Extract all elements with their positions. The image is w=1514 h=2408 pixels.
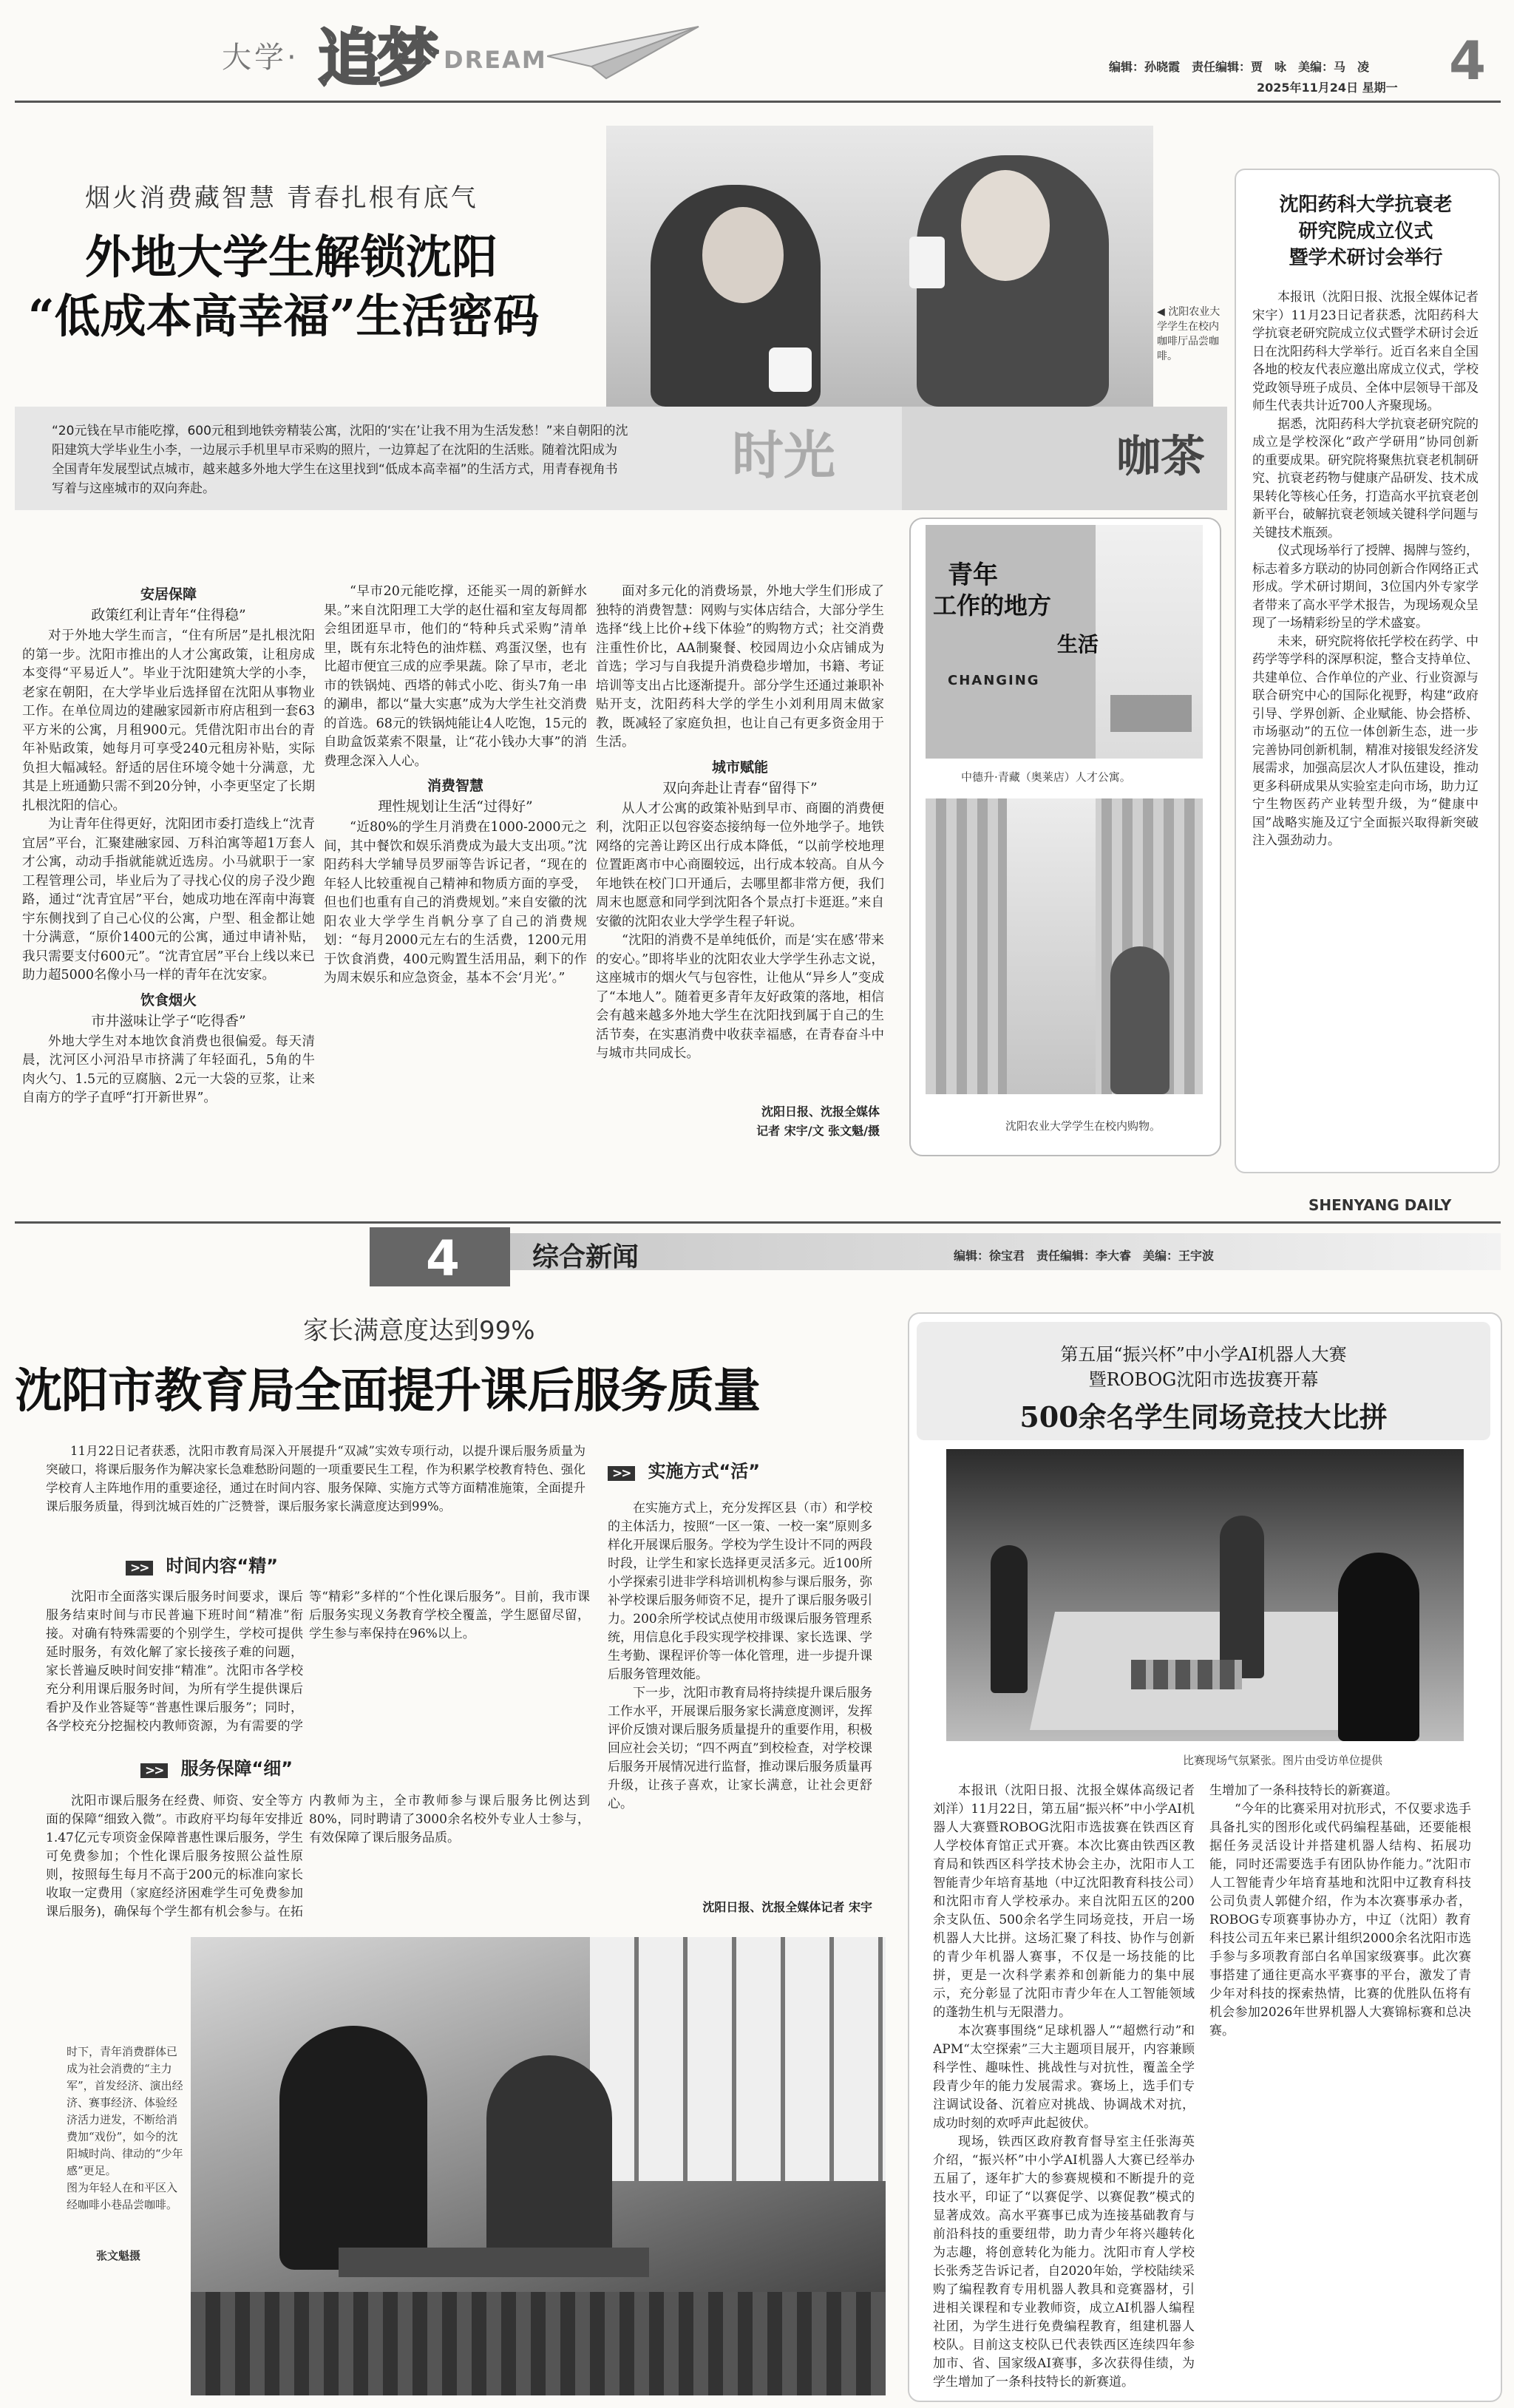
s1-para-2: 为让青年住得更好，沈阳团市委打造线上“沈青宜居”平台，汇聚建融家园、万科泊寓等超1万套人才公寓，动动手指就能就近选房。小马就职于一家工程管理公司，毕业后为了寻找心仪的房子没少跑路，通过“沈青宜居”平台，她成功地在浑南中海寰宇东侧找到了自己心仪的公寓，户型、租金都让她十分满意，“原价1400元的公寓，通过申请补贴，我只需要支付600元”。“沈青宜居”平台上线以来已助力超5000名像小马一样的青年在沈安家。 [22,817,315,983]
h1-chevron-icon: >> [126,1561,153,1576]
h3-para-2: 下一步，沈阳市教育局将持续提升课后服务工作水平，开展课后服务家长满意度测评，发挥评价反馈对课后服务质量提升的重要作用，积极回应社会关切；“四不两直”到校检查，对学校课后服务开展情况进行监督，推动课后服务质量再升级，让孩子喜欢，让家长满意，让社会更舒心。 [608,1686,872,1811]
photo3-caption: 沈阳农业大学学生在校内购物。 [1005,1119,1161,1133]
photo2-sign-2: 工作的地方 [933,591,1052,620]
ai-col-right [1209,1782,1471,2388]
s2-para-2: “早市20元能吃撑，还能买一周的新鲜水果。”来自沈阳理工大学的赵仕福和室友每周都会组团逛早市，他们的“特种兵式采购”清单里，既有东北特色的油炸糕、鸡蛋汉堡，也有比超市便宜三成的应季果蔬。除了早市，老北市的铁锅炖、西塔的韩式小吃、街头7角一串的涮串，都以“量大实惠”成为大学生社交消费的首选。68元的铁锅炖能让4人吃饱，15元的自助盒饭菜索不限量，让“花小钱办大事”的消费理念深入人心。 [324,584,587,769]
h3-title: 实施方式“活” [648,1461,761,1482]
h2-col-left [46,1792,303,1922]
h3-chevron-icon: >> [608,1466,635,1481]
photo-shop [926,798,1203,1094]
shop-aisle [1007,798,1096,1094]
h2-head [140,1754,293,1780]
lead-photo-face-right [961,170,1050,281]
top-date: 2025年11月24日 星期一 [1257,81,1398,95]
ai-kicker-1: 第五届“振兴杯”中小学AI机器人大赛 [1060,1344,1347,1365]
bottom-editors: 编辑：徐宝君 责任编辑：李大睿 美编：王宇波 [954,1249,1215,1263]
cafe-floor [191,2292,886,2395]
lead-photo-cup [909,237,945,288]
top-col-3 [596,583,884,1100]
top-byline-1: 沈阳日报、沈报全媒体 [761,1105,880,1119]
ai-col-left [933,1782,1195,2388]
h1-para: 沈阳市全面落实课后服务时间要求，课后服务结束时间与市民普遍下班时间“精准”衔接。对确有特殊需要的个别学生，学校可提供延时服务，有效化解了家长接孩子难的问题，家长普遍反映时间安排“精准”。沈阳市各学校充分利用课后服务时间，为所有学生提供课后看护及作业答疑等“普惠性课后服务”；同时，各学校充分挖掘校内教师资源，为有需要的学 [46,1590,303,1734]
s4-para-2: “沈阳的消费不是单纯低价，而是‘实在感’带来的安心。”即将毕业的沈阳农业大学学生孙志文说，这座城市的烟火气与包容性，让他从“异乡人”变成了“本地人”。随着更多青年友好政策的落地，相信会有越来越多外地大学生在沈阳找到属于自己的生活节奏，在实惠消费中收获幸福感，在青春奋斗中与城市共同成长。 [596,933,884,1061]
h2-col-right [309,1792,590,1922]
h1-col-right [309,1588,590,1736]
side-title-2: 研究院成立仪式 [1298,220,1433,243]
side-title-3: 暨学术研讨会举行 [1289,247,1443,269]
side-para-2: 据悉，沈阳药科大学抗衰老研究院的成立是学校深化“政产学研用”协同创新的重要成果。研究院将聚焦抗衰老机制研究、抗衰老药物与健康产品研发、技术成果转化等核心任务，打造高水平抗衰老创新平台，破解抗衰老领域关键科学问题与关键技术瓶颈。 [1252,416,1479,540]
s2-sub: 市井滋味让学子“吃得香” [91,1012,246,1029]
h1-col-left [46,1588,303,1736]
lead-text: “20元钱在早市能吃撑，600元租到地铁旁精装公寓，沈阳的‘实在’让我不用为生活发愁！”来自朝阳的沈阳建筑大学毕业生小李，一边展示手机里早市采购的照片，一边算起了在沈阳的生活账。随着沈阳成为全国青年发展型试点城市，越来越多外地大学生在这里找到“低成本高幸福”的生活方式，用青春视角书写着与这座城市的双向奔赴。 [52,424,628,496]
ai-person-2 [1220,1516,1264,1678]
lead-photo-face-left [702,207,784,303]
s3-title: 消费智慧 [427,778,483,794]
top-headline-1: 外地大学生解锁沈阳 [85,230,498,284]
top-kicker: 烟火消费藏智慧 青春扎根有底气 [85,183,478,213]
top-page-number: 4 [1449,30,1487,92]
h1-para-cont: 等“精彩”多样的“个性化课后服务”。目前，我市课后服务实现义务教育学校全覆盖，学生愿留尽留，学生参与率保持在96%以上。 [309,1590,590,1641]
bottom-section: 综合新闻 [532,1242,639,1272]
ai-kicker-2: 暨ROBOG沈阳市选拔赛开幕 [1088,1369,1319,1390]
ai-robots [1131,1660,1242,1689]
ai-person-3 [1338,1553,1419,1741]
s1-sub: 政策红利让青年“住得稳” [91,607,246,623]
ai-person-1 [991,1545,1028,1693]
bottom-headline: 沈阳市教育局全面提升课后服务质量 [15,1363,760,1419]
top-byline-2: 记者 宋宇/文 张文魁/摄 [756,1124,880,1138]
s2-title: 饮食烟火 [140,991,197,1008]
photo2-sign-1: 青年 [948,560,998,590]
s4-para-1: 从人才公寓的政策补贴到早市、商圈的消费便利，沈阳正以包容姿态接纳每一位外地学子。地铁网络的完善让跨区出行成本降低，“以前学校地理位置距离市中心商圈较远，出行成本较高。自从今年地铁在校门口开通后，去哪里都非常方便，我们周末也愿意和同学到沈阳各个景点打卡逛逛。”来自安徽的沈阳农业大学学生程子轩说。 [596,801,884,929]
h2-para: 沈阳市课后服务在经费、师资、安全等方面的保障“细致入微”。市政府平均每年安排近1.47亿元专项资金保障普惠性课后服务，学生可免费参加；个性化课后服务按照公益性原则，按照每生每月不高于200元的标准向家长收取一定费用（家庭经济困难学生可免费参加课后服务)，确保每个学生都有机会参与。在拓 [46,1794,303,1919]
bottom-cafe-photo [191,1937,886,2395]
side-title-1: 沈阳药科大学抗衰老 [1279,194,1453,216]
masthead-prefix: 大学· [222,41,299,75]
top-rule [15,101,1501,103]
masthead-en: DREAM [444,46,547,74]
cafe-window [590,1937,886,2181]
lead-photo-cup-2 [769,347,812,392]
h1-title: 时间内容“精” [166,1556,279,1576]
s3-para-1: “近80%的学生月消费在1000-2000元之间，其中餐饮和娱乐消费成为最大支出项。”沈阳药科大学辅导员罗丽等告诉记者，“现在的年轻人比较重视自己精神和物质方面的享受，但也们也重有自己的消费规划。”来自安徽的沈阳农业大学学生肖帆分享了自己的消费规划：“每月2000元左右的生活费，1200元用于饮食消费，400元购置生活用品，剩下的作为周末娱乐和应急资金，基本不会‘月光’。” [324,820,587,986]
ai-para-2: 本次赛事围绕“足球机器人”“超燃行动”和APM“太空探索”三大主题项目展开，内容兼顾科学性、趣味性、挑战性与对抗性，覆盖全学段青少年的能力发展需求。赛场上，选手们专注调试设备、沉着应对挑战、协调战术对抗，成功时刻的欢呼声此起彼伏。 [933,2024,1195,2131]
h3-para-1: 在实施方式上，充分发挥区县（市）和学校的主体活力，按照“一区一策、一校一案”原则多样化开展课后服务。学校为学生设计不同的两段时段，让学生和家长选择更灵活多元。近100所小学探索引进非学科培训机构参与课后服务，弥补学校课后服务师资不足，提升了课后服务吸引力。200余所学校试点使用市级课后服务管理系统，用信息化手段实现学校排课、家长选课、学生考勤、课程评价等一体化管理，进一步提升课后服务管理效能。 [608,1501,872,1682]
side-para-4: 未来，研究院将依托学校在药学、中药学等学科的深厚积淀，整合支持单位、共建单位、合作单位的产业、行业资源与联合研究中心的国际化视野，构建“政府引导、学界创新、企业赋能、协会搭桥、市场驱动”的五位一体创新生态，进一步完善协同创新机制，精准对接银发经济发展需求，加强高层次人才队伍建设，推动更多科研成果从实验室走向市场，助力辽宁生物医药产业转型升级，为“健康中国”战略实施及辽宁全面振兴取得新突破注入强劲动力。 [1252,634,1479,848]
h3-col [608,1499,872,1895]
lead-photo [606,126,1153,407]
masthead [222,13,858,95]
paper-plane-icon [547,21,702,80]
shop-person [1110,946,1170,1094]
bottom-byline: 沈阳日报、沈报全媒体记者 宋宇 [702,1900,872,1914]
side-text [1252,288,1479,1153]
cafe-sign: 时光 [732,425,835,486]
top-editors: 编辑：孙晓霞 责任编辑：贾 咏 美编：马 凌 [1109,60,1370,74]
side-para-3: 仪式现场举行了授牌、揭牌与签约，标志着多方联动的协同创新合作网络正式形成。学术研讨期间，3位国内外专家学者带来了高水平学术报告，为现场观众呈现了一场精彩纷呈的学术盛宴。 [1252,543,1479,631]
cafe-person-right [486,2055,612,2277]
ai-photo [946,1449,1464,1741]
photo2-sign-3: 生活 [1057,632,1099,657]
h2-title: 服务保障“细” [180,1758,293,1779]
s3-sub: 理性规划让生活“过得好” [378,798,533,815]
cafe-sign-2: 咖茶 [1116,431,1205,483]
photo2-caption: 中德升·青藏（奥莱店）人才公寓。 [961,770,1131,784]
bottom-daily: SHENYANG DAILY [1308,1196,1452,1214]
side-para-1: 本报讯（沈阳日报、沈报全媒体记者宋宇）11月23日记者获悉，沈阳药科大学抗衰老研究院成立仪式暨学术研讨会近日在沈阳药科大学举行。近百名来自全国各地的校友代表应邀出席成立仪式，学校党政领导班子成员、全体中层领导干部及师生代表共计近700人齐聚现场。 [1252,290,1479,413]
lead-photo-caption: ◀ 沈阳农业大学学生在校内咖啡厅品尝咖啡。 [1157,306,1221,362]
cafe-table [339,2248,649,2277]
photo2-sign-en: CHANGING [948,673,1040,688]
photo-apartment [926,525,1203,759]
h2-chevron-icon: >> [140,1763,168,1778]
s1-para-1: 对于外地大学生而言，“住有所居”是扎根沈阳的第一步。沈阳市推出的人才公寓政策，让租房成本变得“平易近人”。毕业于沈阳建筑大学的小李，老家在朝阳，在大学毕业后选择留在沈阳从事物业工作。在单位周边的建融家园新市府店租到一套63平方米的公寓，月租900元。凭借沈阳市出台的青年补贴政策，她每月可享受240元租房补贴，实际负担大幅减轻。舒适的居住环境令她十分满意，尤其是上班通勤只需不到20分钟，小李更坚定了长期扎根沈阳的信心。 [22,628,315,813]
ai-photo-caption: 比赛现场气氛紧张。图片由受访单位提供 [1183,1754,1383,1767]
s4-title: 城市赋能 [711,759,768,776]
cafe-person-left [279,2026,427,2270]
s3-para-2: 面对多元化的消费场景，外地大学生们形成了独特的消费智慧：网购与实体店结合，大部分学生选择“线上比价+线下体验”的购物方式；社交消费注重性价比，AA制聚餐、校园周边小众店铺成为首选；学习与自我提升消费稳步增加，书籍、考证培训等支出占比逐渐提升。部分学生还通过兼职补贴开支，沈阳药科大学的学生小刘利用周末做家教，既减轻了家庭负担，也让自己有更多资金用于生活。 [596,584,884,750]
bottom-intro: 11月22日记者获悉，沈阳市教育局深入开展提升“双减”实效专项行动，以提升课后服务质量为突破口，将课后服务作为解决家长急难愁盼问题的一项重要民生工程，作为积累学校教育特色、强化学校育人主阵地作用的重要途径，通过在时间内容、服务保障、实施方式等方面精准施策，全面提升课后服务质量，得到沈城百姓的广泛赞誉，课后服务家长满意度达到99%。 [46,1444,585,1513]
h2-para-cont: 内教师为主，全市教师参与课后服务比例达到80%，同时聘请了3000余名校外专业人士参与，有效保障了课后服务品质。 [309,1794,590,1845]
ai-para-4: “今年的比赛采用对抗形式，不仅要求选手具备扎实的图形化或代码编程基础，还要能根据任务灵活设计并搭建机器人结构、拓展功能，同时还需要选手有团队协作能力。”沈阳市人工智能青少年培育基地和沈阳中辽教育科技公司负责人郭健介绍，作为本次赛事承办者，ROBOG专项赛事协办方，中辽（沈阳）教育科技公司五年来已累计组织2000余名沈阳市选手参与多项教育部白名单国家级赛事。此次赛事搭建了通往更高水平赛事的平台，激发了青少年对科技的探索热情，比赛的优胜队伍将有机会参加2026年世界机器人大赛锦标赛和总决赛。 [1209,1802,1471,2038]
bottom-rule [15,1221,1501,1224]
ai-headline: 500余名学生同场竞技大比拼 [1019,1400,1388,1434]
s4-sub: 双向奔赴让青春“留得下” [662,779,818,796]
bottom-kicker: 家长满意度达到99% [303,1316,535,1346]
masthead-big: 追梦 [318,22,437,95]
ai-para-3-cont: 生增加了一条科技特长的新赛道。 [1209,1783,1398,1798]
bottom-photo-credit: 张文魁摄 [96,2249,141,2262]
cafe-sign-area [732,407,1227,510]
h3-head [608,1456,760,1482]
s1-title: 安居保障 [140,586,197,603]
top-col-2 [324,583,587,1137]
top-headline-2: “低成本高幸福”生活密码 [28,289,540,343]
top-col-1 [22,583,315,1137]
bottom-photo-caption: 时下，青年消费群体已成为社会消费的“主力军”，首发经济、演出经济、赛事经济、体验经济活力迸发，不断给消费加“戏份”，如今的沈阳城时尚、律动的“少年感”更足。 图为年轻人在和平区入经咖啡小巷品尝咖啡。 [67,2045,183,2211]
s2-para-1a: 外地大学生对本地饮食消费也很偏爱。每天清晨，沈河区小河沿早市挤满了年轻面孔，5角的牛肉火勺、1.5元的豆腐脑、2元一大袋的豆浆，让来自南方的学子直呼“打开新世界”。 [22,1034,315,1105]
bottom-page-number: 4 [426,1230,460,1287]
ai-para-1: 本报讯（沈阳日报、沈报全媒体高级记者刘洋）11月22日，第五届“振兴杯”中小学AI机器人大赛暨ROBOG沈阳市选拔赛在铁西区育人学校体育馆正式开赛。本次比赛由铁西区教育局和铁西区科学技术协会主办，沈阳市人工智能青少年培育基地（中辽沈阳教育科技公司）和沈阳市育人学校承办。来自沈阳五区的200余支队伍、500余名学生同场竞技，开启一场机器人大比拼。这场汇聚了科技、协作与创新的青少年机器人赛事，不仅是一场技能的比拼，更是一次科学素养和创新能力的集中展示，充分彰显了沈阳市青少年在人工智能领域的蓬勃生机与无限潜力。 [933,1783,1195,2020]
ai-para-3: 现场，铁西区政府教育督导室主任张海英介绍，“振兴杯”中小学AI机器人大赛已经举办五届了，逐年扩大的参赛规模和不断提升的竞技水平，印证了“以赛促学、以赛促教”模式的显著成效。高水平赛事已成为连接基础教育与前沿科技的重要纽带，助力青少年将兴趣转化为志趣，将创意转化为能力。沈阳市育人学校长张秀芝告诉记者，自2020年始，学校陆续采购了编程教育专用机器人教具和竞赛器材，引进相关课程和专业教师资，成立AI机器人编程社团，为学生进行免费编程教育，组建机器人校队。目前这支校队已代表铁西区连续四年参加市、省、国家级AI赛事，多次获得佳绩，为学生增加了一条科技特长的新赛道。 [933,2134,1195,2388]
apartment-desk [1110,695,1192,732]
h1-head [126,1551,278,1577]
